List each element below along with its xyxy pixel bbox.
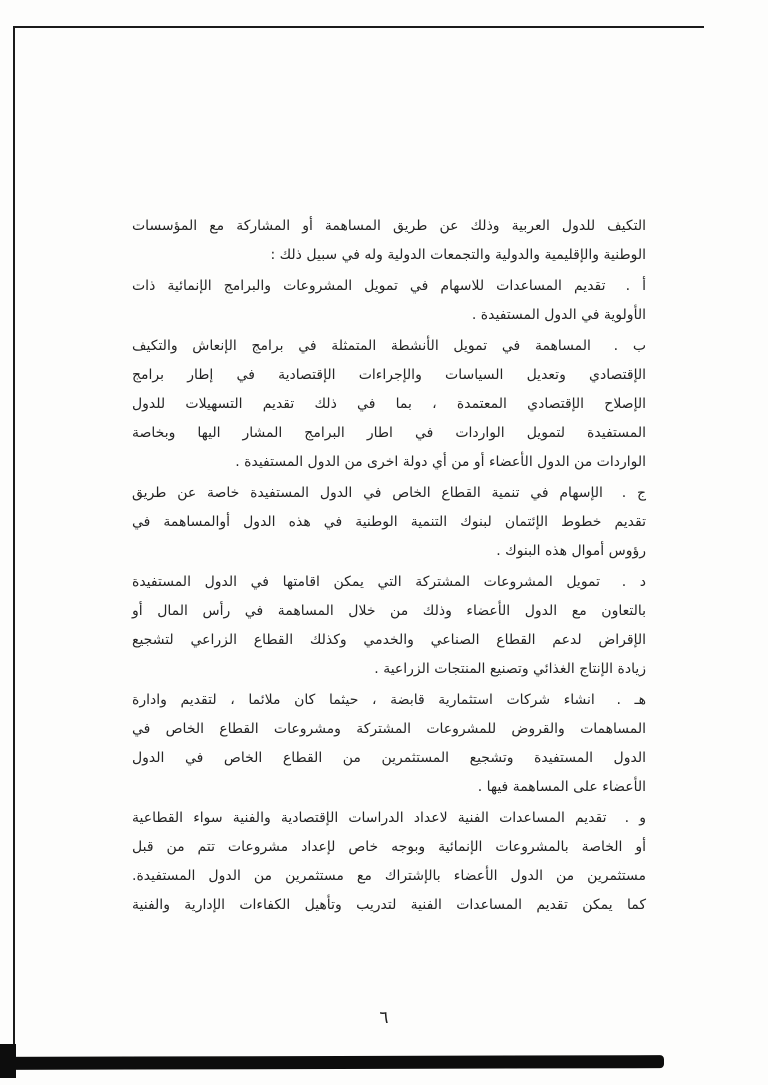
text-line: الواردات من الدول الأعضاء أو من أي دولة اخرى من الدول المستفيدة .: [235, 454, 646, 470]
text-line: بالتعاون مع الدول الأعضاء وذلك من خلال المساهمة في رأس المال أو: [132, 603, 646, 619]
text-line: الأولوية في الدول المستفيدة .: [471, 307, 646, 323]
item-marker: ج .: [621, 485, 647, 501]
page-number: ٦: [379, 1008, 389, 1028]
item-marker: أ .: [625, 278, 646, 294]
text-line: [132, 479, 646, 508]
text-line: [132, 568, 646, 597]
document-body: [132, 212, 646, 922]
item-marker: ب .: [613, 338, 646, 354]
text-line: التكيف للدول العربية وذلك عن طريق المساهمة أو المشاركة مع المؤسسات: [132, 218, 646, 234]
text-line: الوطنية والإقليمية والدولية والتجمعات الدولية وله في سبيل ذلك :: [270, 247, 646, 263]
scan-border-bottom-corner: [0, 1044, 16, 1078]
text-line: مستثمرين من الدول الأعضاء بالإشتراك مع مستثمرين من الدول المستفيدة.: [132, 868, 646, 884]
item-text: انشاء شركات استثمارية قابضة ، حيثما كان ملائما ، لتقديم وادارة: [132, 692, 595, 708]
list-item-alef: [132, 272, 646, 330]
list-item-ha: [132, 686, 646, 802]
text-line: الإقراض لدعم القطاع الصناعي والخدمي وكذلك القطاع الزراعي لتشجيع: [132, 632, 646, 648]
item-marker: هـ .: [616, 692, 647, 708]
text-line: المساهمات والقروض للمشروعات المشتركة ومشروعات القطاع الخاص في: [132, 721, 646, 737]
text-line: [132, 332, 646, 361]
text-line: زيادة الإنتاج الغذائي وتصنيع المنتجات الزراعية .: [374, 661, 646, 677]
text-line: كما يمكن تقديم المساعدات الفنية لتدريب وتأهيل الكفاءات الإدارية والفنية: [132, 897, 646, 913]
item-text: تقديم المساعدات للاسهام في تمويل المشروعات والبرامج الإنمائية ذات: [132, 278, 606, 294]
intro-paragraph: [132, 212, 646, 270]
scan-border-top: [14, 26, 704, 28]
scan-border-left: [13, 26, 15, 1064]
text-line: الدول المستفيدة وتشجيع المستثمرين من القطاع الخاص في الدول: [132, 750, 646, 766]
item-text: المساهمة في تمويل الأنشطة المتمثلة في برامج الإنعاش والتكيف: [132, 338, 591, 354]
text-line: أو الخاصة بالمشروعات الإنمائية وبوجه خاص لإعداد مشروعات تتم من قبل: [132, 839, 646, 855]
item-text: الإسهام في تنمية القطاع الخاص في الدول المستفيدة خاصة عن طريق: [132, 485, 603, 501]
text-line: [132, 686, 646, 715]
text-line: تقديم خطوط الإئتمان لبنوك التنمية الوطنية في هذه الدول أوالمساهمة في: [132, 514, 646, 530]
text-line: المستفيدة لتمويل الواردات في اطار البرامج المشار اليها وبخاصة: [132, 425, 646, 441]
item-marker: و .: [624, 810, 647, 826]
text-line: الأعضاء على المساهمة فيها .: [477, 779, 646, 795]
item-marker: د .: [621, 574, 646, 590]
list-item-waw: [132, 804, 646, 920]
text-line: الإصلاح الإقتصادي المعتمدة ، بما في ذلك تقديم التسهيلات للدول: [132, 396, 646, 412]
item-text: تقديم المساعدات الفنية لاعداد الدراسات الإقتصادية والفنية سواء القطاعية: [132, 810, 607, 826]
scan-border-bottom: [0, 1055, 664, 1070]
text-line: الإقتصادي وتعديل السياسات والإجراءات الإقتصادية في إطار برامج: [132, 367, 646, 383]
list-item-jeem: [132, 479, 646, 566]
text-line: [132, 272, 646, 301]
text-line: رؤوس أموال هذه البنوك .: [496, 543, 646, 559]
list-item-dal: [132, 568, 646, 684]
item-text: تمويل المشروعات المشتركة التي يمكن اقامتها في الدول المستفيدة: [132, 574, 601, 590]
text-line: [132, 804, 646, 833]
list-item-ba: [132, 332, 646, 477]
